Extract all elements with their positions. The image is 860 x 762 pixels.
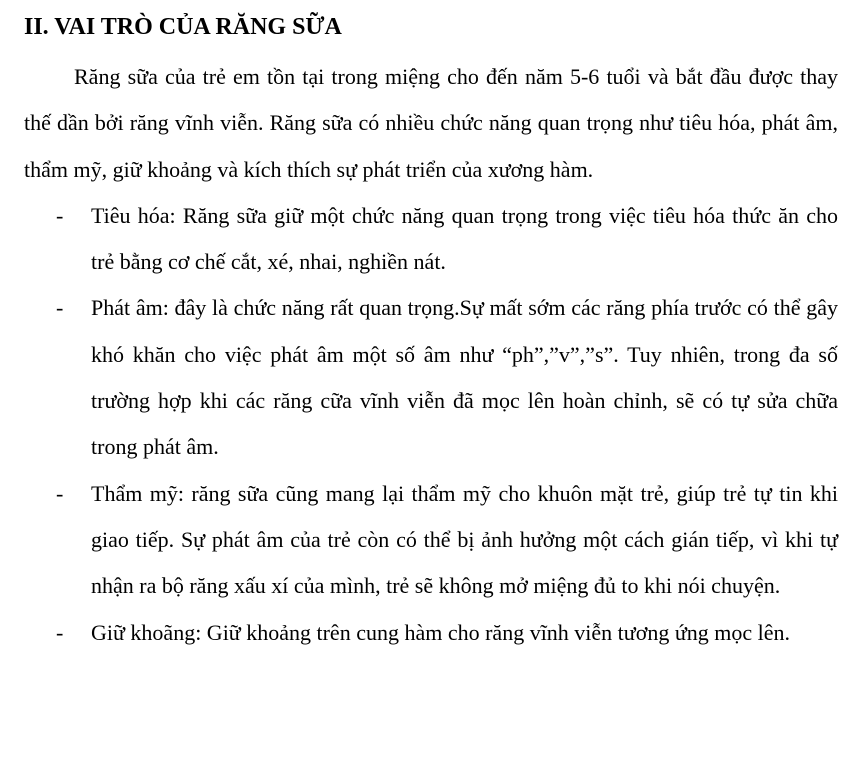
list-item-text: Giữ khoãng: Giữ khoảng trên cung hàm cho răng vĩnh viễn tương ứng mọc lên.	[91, 619, 791, 645]
list-item-space-maintaining	[24, 610, 838, 656]
intro-paragraph: Răng sữa của trẻ em tồn tại trong miệng cho đến năm 5-6 tuổi và bắt đầu được thay thế dần bởi răng vĩnh viễn. Răng sữa có nhiều chức năng quan trọng như tiêu hóa, phát âm, thẩm mỹ, giữ khoảng và kích thích sự phát triển của xương hàm.	[24, 64, 838, 182]
list-item-pronunciation	[24, 285, 838, 470]
bullet-dash: -	[56, 295, 64, 321]
section-heading: II. VAI TRÒ CỦA RĂNG SỮA	[24, 14, 342, 40]
bullet-dash: -	[56, 202, 64, 228]
list-item-digestion	[24, 193, 838, 286]
list-item-text: Phát âm: đây là chức năng rất quan trọng.Sự mất sớm các răng phía trước có thể gây khó khăn cho việc phát âm một số âm như “ph”,”v”,”s”. Tuy nhiên, trong đa số trường hợp khi các răng cữa vĩnh viễn đã mọc lên hoàn chỉnh, sẽ có tự sửa chữa trong phát âm.	[91, 295, 838, 460]
bullet-dash: -	[56, 619, 64, 645]
role-list	[24, 193, 838, 656]
list-item-aesthetics	[24, 471, 838, 610]
bullet-dash: -	[56, 480, 64, 506]
list-item-text: Thẩm mỹ: răng sữa cũng mang lại thẩm mỹ cho khuôn mặt trẻ, giúp trẻ tự tin khi giao tiếp. Sự phát âm của trẻ còn có thể bị ảnh hưởng một cách gián tiếp, vì khi tự nhận ra bộ răng xấu xí của mình, trẻ sẽ không mở miệng đủ to khi nói chuyện.	[91, 480, 838, 599]
document-page	[24, 0, 838, 656]
list-item-text: Tiêu hóa: Răng sữa giữ một chức năng quan trọng trong việc tiêu hóa thức ăn cho trẻ bằng cơ chế cắt, xé, nhai, nghiền nát.	[91, 202, 838, 275]
